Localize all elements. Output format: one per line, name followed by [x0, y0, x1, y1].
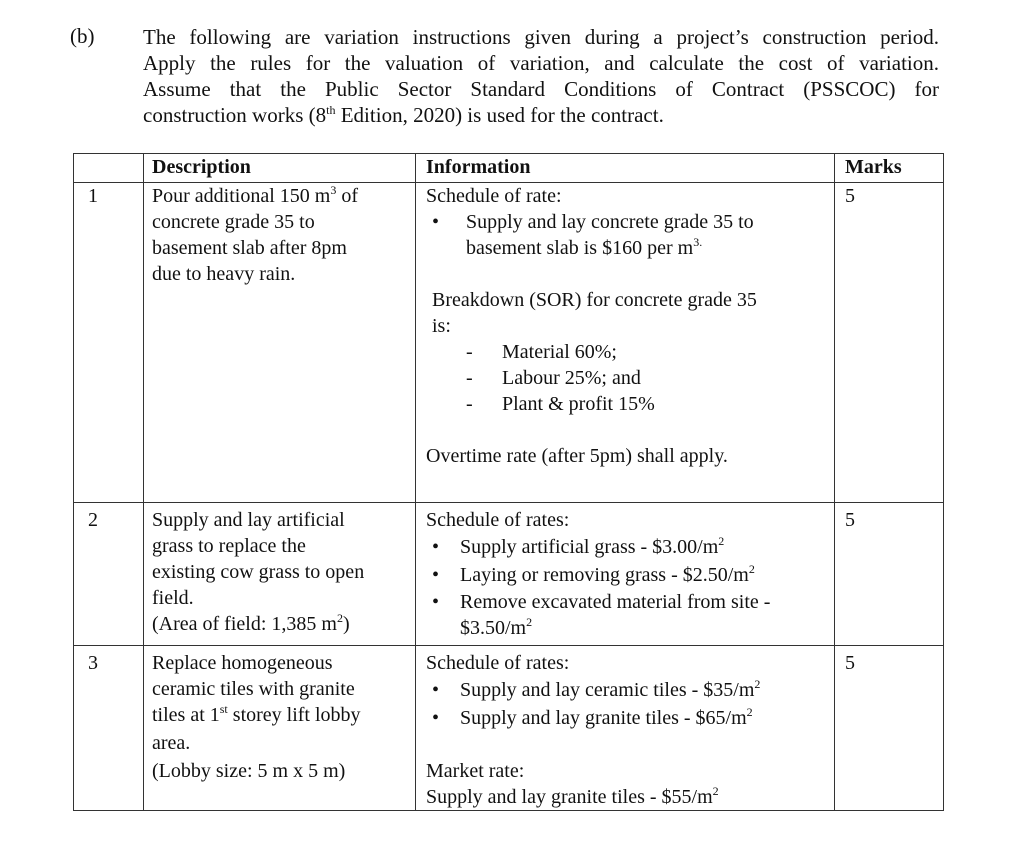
row-marks: 5 [835, 183, 944, 503]
row-description: Supply and lay artificial grass to replace the existing cow grass to open field. (Area of field: 1,385 $m^2$) [144, 503, 416, 646]
row-marks: 5 [835, 503, 944, 646]
list-item: - Plant & profit 15% [426, 391, 828, 417]
row-description: Replace homogeneous ceramic tiles with granite tiles at 1st storey lift lobby area. (Lobby size: 5 m x 5 m) [144, 646, 416, 811]
row-number: 2 [74, 503, 144, 646]
intro-line: construction works (8th Edition, 2020) is used for the contract. [143, 103, 664, 127]
row-number: 3 [74, 646, 144, 811]
list-item: • Supply and lay concrete grade 35 to basement slab is $160 per $m^{3.}$ [426, 209, 828, 261]
header-information: Information [416, 154, 835, 183]
intro-line: Assume that the Public Sector Standard Conditions of Contract (PSSCOC) for [143, 77, 939, 101]
list-item: • Supply and lay granite tiles - $\$65/m^2$ [426, 704, 828, 732]
table-row [74, 646, 944, 811]
row-marks: 5 [835, 646, 944, 811]
list-item: - Material 60%; [426, 339, 828, 365]
question-intro [143, 24, 939, 128]
list-item: • Remove excavated material from site - $\$3.50/m^2$ [426, 589, 828, 641]
intro-line: The following are variation instructions given during a project’s construction period. [143, 25, 939, 49]
variation-table [73, 153, 944, 811]
list-item: • Supply and lay ceramic tiles - $\$35/m^2$ [426, 676, 828, 704]
row-information: Schedule of rates: • Supply artificial grass - $\$3.00/m^2$ • Laying or removing grass - $\$2.50/m^2$ • Remove excavated material from site - $\$3.50/m^2$ [416, 503, 835, 646]
table-row [74, 503, 944, 646]
row-information: Schedule of rate: • Supply and lay concrete grade 35 to basement slab is $160 per $m^{3.}$ Breakdown (SOR) for concrete grade 35 is: - Material 60%; - Labour 25%; and - Plant & profit 15% Overtime rate (after 5pm) shall apply. [416, 183, 835, 503]
list-item: • Supply artificial grass - $\$3.00/m^2$ [426, 533, 828, 561]
header-number-cell [74, 154, 144, 183]
row-number: 1 [74, 183, 144, 503]
header-marks: Marks [835, 154, 944, 183]
table-header-row [74, 154, 944, 183]
table-row [74, 183, 944, 503]
header-description: Description [144, 154, 416, 183]
question-label: (b) [70, 24, 95, 48]
list-item: - Labour 25%; and [426, 365, 828, 391]
row-information: Schedule of rates: • Supply and lay ceramic tiles - $\$35/m^2$ • Supply and lay granite tiles - $\$65/m^2$ Market rate: Supply and lay granite tiles - $\$55/m^2$ [416, 646, 835, 811]
row-description: Pour additional 150 $m^3$ of concrete grade 35 to basement slab after 8pm due to heavy rain. [144, 183, 416, 503]
list-item: • Laying or removing grass - $\$2.50/m^2$ [426, 561, 828, 589]
intro-line: Apply the rules for the valuation of variation, and calculate the cost of variation. [143, 51, 939, 75]
